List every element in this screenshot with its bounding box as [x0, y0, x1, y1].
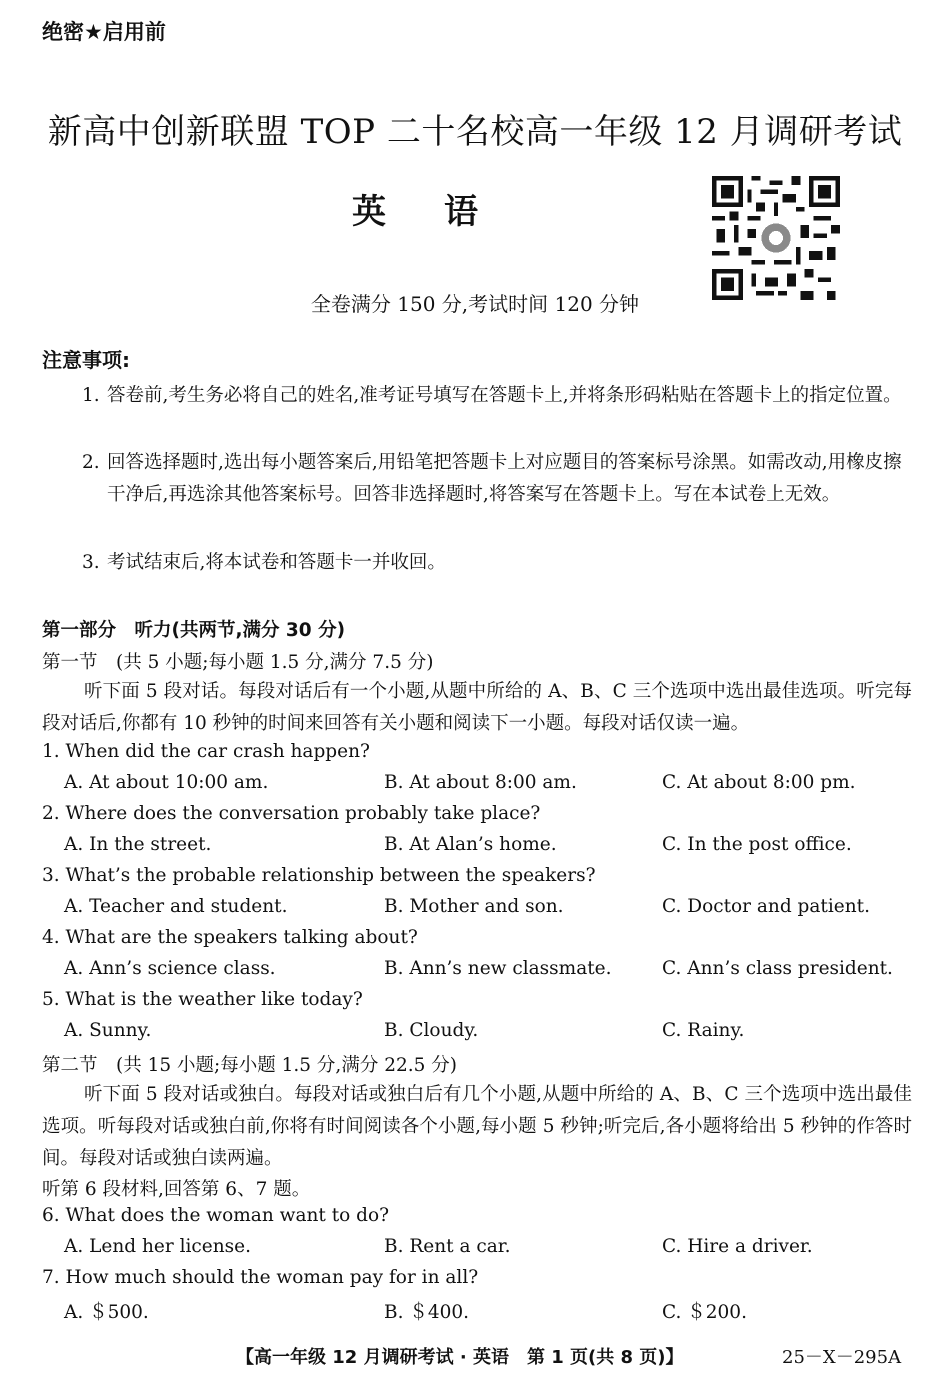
note-number: 1.: [82, 385, 100, 406]
section1-heading: 第一节 (共 5 小题;每小题 1.5 分,满分 7.5 分): [42, 652, 434, 673]
option-a: A. Teacher and student.: [64, 896, 288, 917]
option-a: A. At about 10:00 am.: [64, 772, 269, 793]
option-c: C. Ann’s class president.: [662, 958, 893, 979]
option-b: B. Rent a car.: [384, 1236, 511, 1257]
option-c: C. Rainy.: [662, 1020, 745, 1041]
question-text: 7. How much should the woman pay for in all?: [42, 1267, 479, 1288]
note-text: 回答选择题时,选出每小题答案后,用铅笔把答题卡上对应题目的答案标号涂黑。如需改动,用橡皮擦干净后,再选涂其他答案标号。回答非选择题时,将答案写在答题卡上。写在本试卷上无效。: [107, 452, 902, 505]
note-number: 3.: [82, 552, 100, 573]
subject-title: 英语: [352, 192, 536, 232]
option-b: B. ＄400.: [384, 1302, 470, 1323]
question-text: 6. What does the woman want to do?: [42, 1205, 390, 1226]
note-text: 考试结束后,将本试卷和答题卡一并收回。: [107, 552, 446, 573]
option-a: A. Sunny.: [64, 1020, 152, 1041]
section2-instructions: 听下面 5 段对话或独白。每段对话或独白后有几个小题,从题中所给的 A、B、C 三个选项中选出最佳选项。听每段对话或独白前,你将有时间阅读各个小题,每小题 5 秒钟;听完后,各小题将给出 5 秒钟的作答时间。每段对话或独白读两遍。: [42, 1084, 912, 1169]
notes-heading: 注意事项:: [42, 348, 130, 372]
footer-code: 25－X－295A: [782, 1347, 902, 1368]
note-number: 2.: [82, 452, 100, 473]
note-text: 答卷前,考生务必将自己的姓名,准考证号填写在答题卡上,并将条形码粘贴在答题卡上的指定位置。: [107, 385, 902, 406]
qr-code-icon: [712, 176, 840, 300]
footer-page-info: 【高一年级 12 月调研考试 · 英语 第 1 页(共 8 页)】: [236, 1347, 684, 1368]
section2-heading: 第二节 (共 15 小题;每小题 1.5 分,满分 22.5 分): [42, 1055, 457, 1076]
option-b: B. At Alan’s home.: [384, 834, 557, 855]
score-info: 全卷满分 150 分,考试时间 120 分钟: [310, 292, 640, 316]
option-b: B. Mother and son.: [384, 896, 564, 917]
option-c: C. Hire a driver.: [662, 1236, 813, 1257]
option-c: C. At about 8:00 pm.: [662, 772, 856, 793]
exam-title: 新高中创新联盟 TOP 二十名校高一年级 12 月调研考试: [47, 112, 903, 152]
option-a: A. In the street.: [64, 834, 212, 855]
option-c: C. In the post office.: [662, 834, 852, 855]
option-b: B. Ann’s new classmate.: [384, 958, 612, 979]
material-label: 听第 6 段材料,回答第 6、7 题。: [42, 1179, 311, 1200]
option-a: A. Lend her license.: [64, 1236, 251, 1257]
question-text: 3. What’s the probable relationship between the speakers?: [42, 865, 596, 886]
option-c: C. ＄200.: [662, 1302, 747, 1323]
option-c: C. Doctor and patient.: [662, 896, 870, 917]
section1-instructions: 听下面 5 段对话。每段对话后有一个小题,从题中所给的 A、B、C 三个选项中选出最佳选项。听完每段对话后,你都有 10 秒钟的时间来回答有关小题和阅读下一小题。每段对话仅读一遍。: [42, 681, 912, 734]
question-text: 1. When did the car crash happen?: [42, 741, 370, 762]
option-a: A. Ann’s science class.: [64, 958, 276, 979]
question-text: 2. Where does the conversation probably take place?: [42, 803, 541, 824]
option-b: B. At about 8:00 am.: [384, 772, 577, 793]
option-b: B. Cloudy.: [384, 1020, 479, 1041]
confidential-label: 绝密★启用前: [42, 20, 166, 44]
question-text: 5. What is the weather like today?: [42, 989, 363, 1010]
part1-heading: 第一部分 听力(共两节,满分 30 分): [42, 620, 346, 641]
question-text: 4. What are the speakers talking about?: [42, 927, 418, 948]
option-a: A. ＄500.: [64, 1302, 149, 1323]
